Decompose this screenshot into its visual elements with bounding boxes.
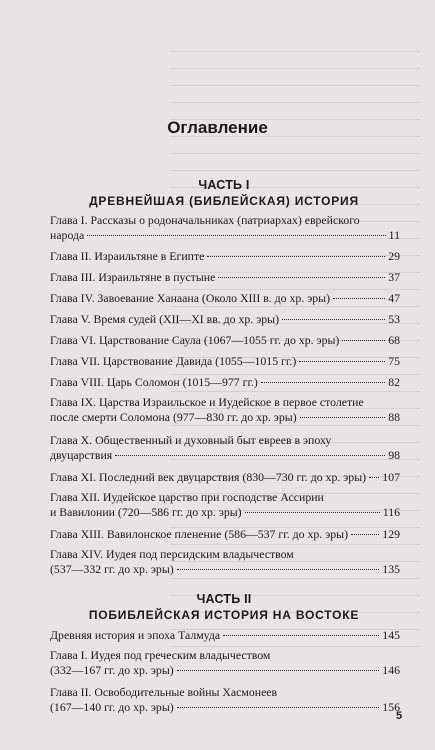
entry-text: Глава VII. Царствование Давида (1055—1015 гг.) — [50, 354, 297, 368]
page-ref: 135 — [382, 562, 400, 576]
part1-title: ДРЕВНЕЙШАЯ (БИБЛЕЙСКАЯ) ИСТОРИЯ — [89, 194, 359, 208]
part2-label: ЧАСТЬ II — [196, 592, 252, 606]
entry-text: Глава V. Время судей (XII—XI вв. до хр. эры) — [50, 312, 280, 326]
leader-dots — [245, 512, 380, 513]
entry-text: Глава IV. Завоевание Ханаана (Около XIII в. до хр. эры) — [50, 291, 331, 305]
entry-text-cont: после смерти Соломона (977—830 гг. до хр. эры) — [50, 410, 297, 424]
leader-dots — [300, 417, 386, 418]
entry-text-cont: и Вавилонии (720—586 гг. до хр. эры) — [50, 505, 242, 519]
leader-dots — [223, 635, 379, 636]
leader-dots — [87, 235, 385, 236]
toc-entry[interactable] — [50, 547, 400, 577]
toc-entry[interactable] — [50, 628, 400, 643]
entry-text-cont: народа — [50, 228, 85, 242]
leader-dots — [207, 256, 385, 257]
page-ref: 47 — [388, 291, 400, 305]
entry-text-cont: (167—140 гг. до хр. эры) — [50, 700, 174, 714]
leader-dots — [333, 298, 385, 299]
entry-text: Глава I. Иудея под греческим владычеством — [50, 648, 271, 662]
entry-text: Глава XI. Последний век двуцарствия (830—730 гг. до хр. эры) — [50, 470, 367, 484]
leader-dots — [218, 277, 385, 278]
page-ref: 53 — [388, 312, 400, 326]
entry-text: Глава IX. Царства Израильское и Иудейское в первое столетие — [50, 395, 364, 409]
page-ref: 82 — [388, 375, 400, 389]
toc-entry[interactable] — [50, 395, 400, 425]
page-ref: 145 — [382, 628, 400, 642]
leader-dots — [351, 534, 379, 535]
toc-entry[interactable] — [50, 433, 400, 463]
leader-dots — [369, 477, 379, 478]
toc-entry[interactable] — [50, 270, 400, 285]
toc-entry[interactable] — [50, 249, 400, 264]
toc-entry[interactable] — [50, 490, 400, 520]
page-ref: 146 — [382, 663, 400, 677]
toc-entry[interactable] — [50, 213, 400, 243]
entry-text: Глава XIII. Вавилонское пленение (586—537 гг. до хр. эры) — [50, 527, 349, 541]
toc-entry[interactable] — [50, 470, 400, 485]
leader-dots — [177, 707, 380, 708]
page-ref: 68 — [388, 333, 400, 347]
toc-entry[interactable] — [50, 291, 400, 306]
toc-entry[interactable] — [50, 375, 400, 390]
part2-title: ПОБИБЛЕЙСКАЯ ИСТОРИЯ НА ВОСТОКЕ — [88, 608, 360, 622]
page-ref: 107 — [382, 470, 400, 484]
entry-text: Глава III. Израильтяне в пустыне — [50, 270, 216, 284]
entry-text-cont: двуцарствия — [50, 448, 113, 462]
entry-text: Глава XIV. Иудея под персидским владычеством — [50, 547, 294, 561]
leader-dots — [115, 455, 385, 456]
toc-entry[interactable] — [50, 333, 400, 348]
toc-entry[interactable] — [50, 354, 400, 369]
leader-dots — [261, 382, 385, 383]
page-ref: 29 — [388, 249, 400, 263]
entry-text-cont: (537—332 гг. до хр. эры) — [50, 562, 174, 576]
page-ref: 156 — [382, 700, 400, 714]
page-number: 5 — [396, 710, 403, 722]
entry-text: Глава XII. Иудейское царство при господстве Ассирии — [50, 490, 324, 504]
entry-text: Глава X. Общественный и духовный быт евреев в эпоху — [50, 433, 332, 447]
toc-entry[interactable] — [50, 527, 400, 542]
leader-dots — [282, 319, 385, 320]
leader-dots — [299, 361, 385, 362]
entry-text: Глава I. Рассказы о родоначальниках (патриархах) еврейского — [50, 213, 360, 227]
entry-text: Глава VIII. Царь Соломон (1015—977 гг.) — [50, 375, 258, 389]
leader-dots — [177, 569, 380, 570]
leader-dots — [177, 670, 380, 671]
leader-dots — [342, 340, 385, 341]
page-ref: 88 — [388, 410, 400, 424]
entry-text: Древняя история и эпоха Талмуда — [50, 628, 221, 642]
page-ref: 37 — [388, 270, 400, 284]
page-ref: 11 — [388, 228, 400, 242]
entry-text: Глава II. Израильтяне в Египте — [50, 249, 205, 263]
page-ref: 116 — [382, 505, 400, 519]
toc-entry[interactable] — [50, 648, 400, 678]
entry-text: Глава II. Освободительные войны Хасмонеев — [50, 685, 278, 699]
part1-label: ЧАСТЬ I — [198, 178, 250, 192]
entry-text: Глава VI. Царствование Саула (1067—1055 гг. до хр. эры) — [50, 333, 340, 347]
page-ref: 75 — [388, 354, 400, 368]
toc-entry[interactable] — [50, 312, 400, 327]
entry-text-cont: (332—167 гг. до хр. эры) — [50, 663, 174, 677]
page-ref: 98 — [388, 448, 400, 462]
contents-title: Оглавление — [167, 118, 268, 137]
page-ref: 129 — [382, 527, 400, 541]
toc-entry[interactable] — [50, 685, 400, 715]
